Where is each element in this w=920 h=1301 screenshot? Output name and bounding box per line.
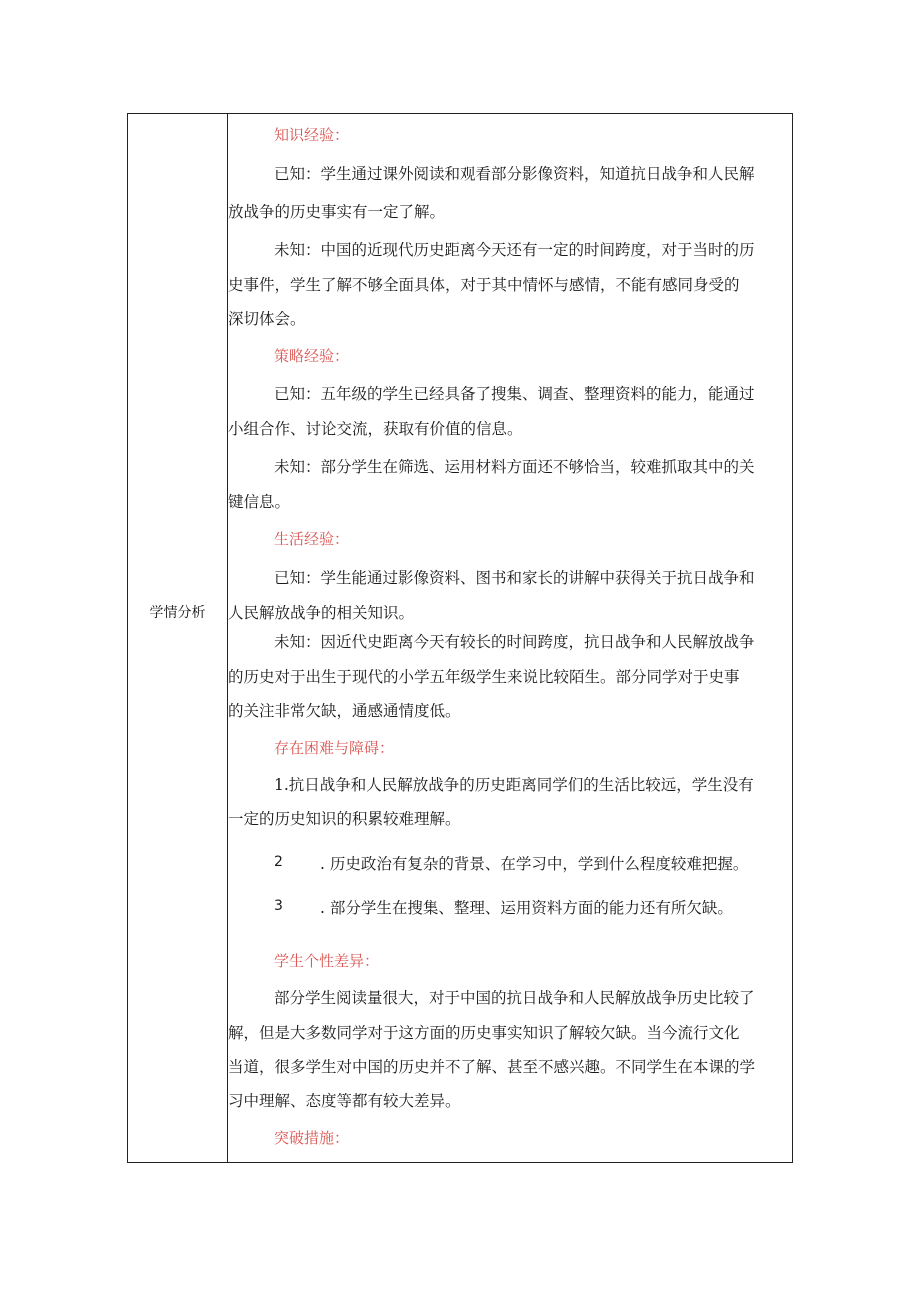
personality-line-1: 部分学生阅读量很大，对于中国的抗日战争和人民解放战争历史比较了 [274, 989, 755, 1007]
strategy-unknown-line-2: 键信息。 [228, 493, 291, 511]
strategy-known-line-2: 小组合作、讨论交流，获取有价值的信息。 [228, 420, 523, 438]
knowledge-unknown-line-2: 史事件，学生了解不够全面具体，对于其中情怀与感情，不能有感同身受的 [228, 276, 740, 294]
difficulty-item-2-text: . 历史政治有复杂的背景、在学习中，学到什么程度较难把握。 [320, 855, 749, 873]
personality-line-2: 解，但是大多数同学对于这方面的历史事实知识了解较欠缺。当今流行文化 [228, 1024, 740, 1042]
difficulty-item-3-text: . 部分学生在搜集、整理、运用资料方面的能力还有所欠缺。 [320, 899, 733, 917]
label-cell [128, 114, 227, 1162]
difficulty-item-3-number: 3 [274, 898, 283, 914]
life-known-line-2: 人民解放战争的相关知识。 [228, 604, 415, 622]
section-heading-knowledge: 知识经验： [274, 126, 350, 144]
life-unknown-line-1: 未知：因近代史距离今天有较长的时间跨度，抗日战争和人民解放战争 [274, 633, 755, 651]
analysis-table [127, 113, 793, 1163]
content-cell [228, 114, 792, 1162]
personality-line-3: 当道，很多学生对中国的历史并不了解、甚至不感兴趣。不同学生在本课的学 [228, 1058, 756, 1076]
knowledge-known-line-1: 已知：学生通过课外阅读和观看部分影像资料，知道抗日战争和人民解 [274, 165, 755, 183]
knowledge-unknown-line-1: 未知：中国的近现代历史距离今天还有一定的时间跨度，对于当时的历 [274, 241, 755, 259]
difficulty-item-1-line-1: 1.抗日战争和人民解放战争的历史距离同学们的生活比较远，学生没有 [274, 776, 754, 794]
personality-line-4: 习中理解、态度等都有较大差异。 [228, 1092, 461, 1110]
difficulty-item-1-line-2: 一定的历史知识的积累较难理解。 [228, 810, 461, 828]
section-heading-strategy: 策略经验： [274, 347, 350, 365]
difficulty-item-2-number: 2 [274, 854, 283, 870]
row-label: 学情分析 [149, 605, 206, 621]
knowledge-known-line-2: 放战争的历史事实有一定了解。 [228, 203, 446, 221]
strategy-known-line-1: 已知：五年级的学生已经具备了搜集、调查、整理资料的能力，能通过 [274, 385, 755, 403]
life-unknown-line-2: 的历史对于出生于现代的小学五年级学生来说比较陌生。部分同学对于史事 [228, 668, 740, 686]
knowledge-unknown-line-3: 深切体会。 [228, 310, 306, 328]
section-heading-personality: 学生个性差异： [274, 952, 380, 970]
section-heading-breakthrough: 突破措施： [274, 1129, 350, 1147]
strategy-unknown-line-1: 未知：部分学生在筛选、运用材料方面还不够恰当，较难抓取其中的关 [274, 458, 755, 476]
section-heading-life: 生活经验： [274, 530, 350, 548]
section-heading-difficulty: 存在困难与障碍： [274, 739, 395, 757]
life-known-line-1: 已知：学生能通过影像资料、图书和家长的讲解中获得关于抗日战争和 [274, 569, 755, 587]
life-unknown-line-3: 的关注非常欠缺，通感通情度低。 [228, 702, 461, 720]
